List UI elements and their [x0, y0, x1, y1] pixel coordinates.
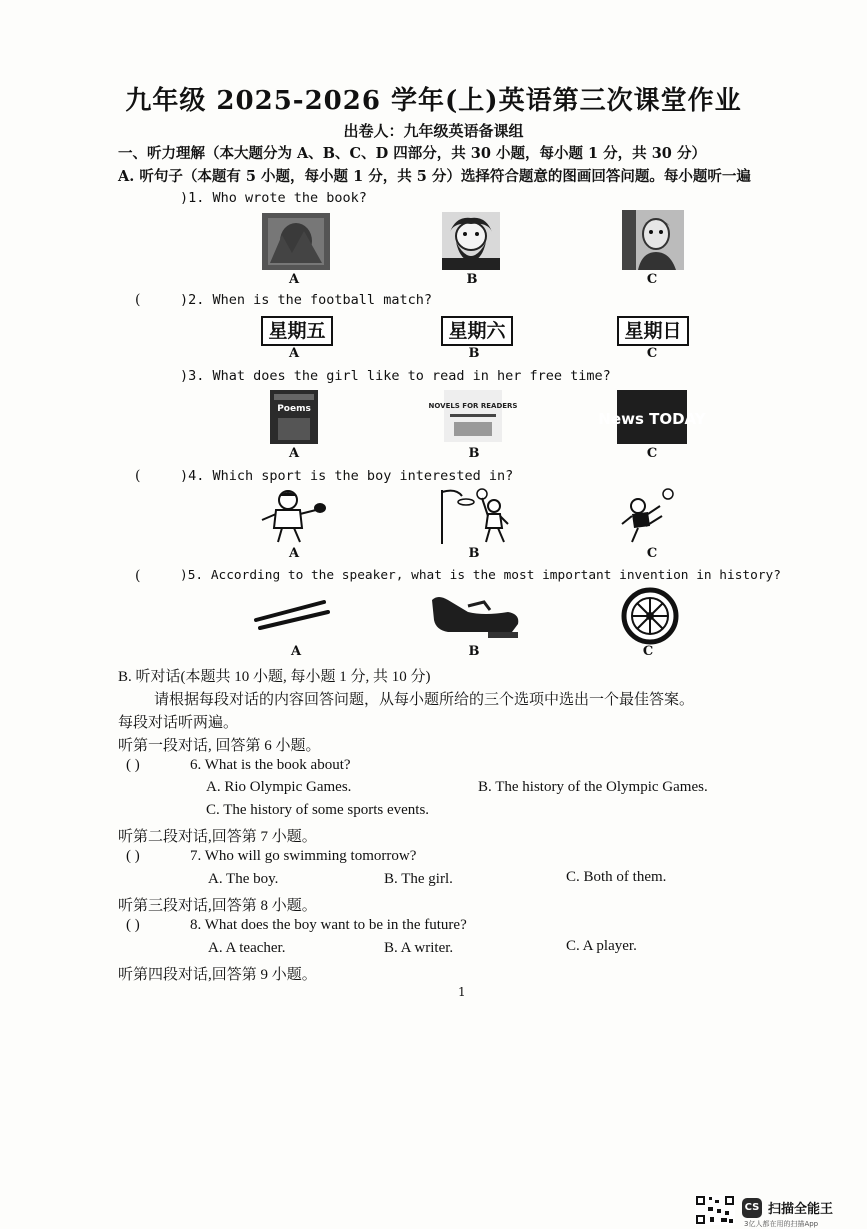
option-label: A [288, 446, 300, 461]
dialog-intro: 听第四段对话,回答第 9 小题。 [118, 967, 317, 983]
portrait-bearded-man-picture [442, 212, 500, 270]
dialog-intro: 听第二段对话,回答第 7 小题。 [118, 829, 317, 845]
option-a: A. The boy. [208, 871, 279, 887]
page-number: 1 [458, 985, 466, 999]
section-1-title: 一、听力理解（本大题分为 A、B、C、D 四部分，共 30 小题，每小题 1 分，共 30 分） [118, 145, 706, 162]
question-5: )5. According to the speaker, what is the most important invention in history? [180, 568, 781, 583]
wheel-picture [616, 588, 684, 644]
option-label: A [290, 644, 302, 659]
option-label: B [466, 272, 478, 287]
option-a: A. A teacher. [208, 940, 286, 956]
option-c: C. A player. [566, 938, 637, 954]
book-cover-picture [262, 213, 330, 270]
option-label: C [646, 446, 658, 461]
option-label: A [288, 346, 300, 361]
question-4: )4. Which sport is the boy interested in? [180, 468, 514, 484]
option-label: A [288, 546, 300, 561]
poems-book-picture [270, 390, 318, 444]
dialog-intro: 听第一段对话, 回答第 6 小题。 [118, 738, 321, 754]
newspaper-picture [598, 390, 706, 444]
option-b: B. A writer. [384, 940, 454, 956]
question-2: )2. When is the football match? [180, 292, 432, 308]
option-c: C. Both of them. [566, 869, 667, 885]
qr-code-icon [695, 1195, 735, 1225]
table-tennis-boy-picture [258, 488, 328, 544]
answer-paren: ( [135, 568, 141, 584]
option-label: B [468, 546, 480, 561]
option-label: B [468, 346, 480, 361]
option-label: C [646, 346, 658, 361]
novels-book-picture [428, 390, 518, 442]
question-1: )1. Who wrote the book? [180, 190, 367, 206]
option-b: B. The girl. [384, 871, 453, 887]
option-label: C [646, 546, 658, 561]
question-7: 7. Who will go swimming tomorrow? [190, 848, 417, 864]
option-label: B [468, 644, 480, 659]
scanner-app-name: 扫描全能王 [768, 1202, 834, 1217]
page-title: 九年级 2025-2026 学年(上)英语第三次课堂作业 [125, 86, 742, 116]
part-b-instruction-2: 每段对话听两遍。 [118, 715, 239, 731]
part-b-instruction: 请根据每段对话的内容回答问题，从每小题所给的三个选项中选出一个最佳答案。 [154, 692, 695, 708]
shoe-picture [428, 592, 522, 642]
option-b: B. The history of the Olympic Games. [478, 779, 708, 795]
dialog-intro: 听第三段对话,回答第 8 小题。 [118, 898, 317, 914]
poems-book-title: Poems [277, 404, 311, 414]
novels-book-title: NOVELS FOR READERS [428, 402, 518, 410]
portrait-man-picture [622, 210, 684, 270]
saturday-box: 星期六 [441, 316, 513, 346]
answer-paren: ( [135, 292, 141, 308]
answer-paren: ( ) [126, 848, 140, 864]
newspaper-title: News TODAY [598, 410, 706, 428]
question-8: 8. What does the boy want to be in the future? [190, 917, 467, 933]
answer-paren: ( [135, 468, 141, 484]
option-label: C [646, 272, 658, 287]
option-label: C [642, 644, 654, 659]
part-a-title: A. 听句子（本题有 5 小题，每小题 1 分，共 5 分）选择符合题意的图画回答问题。每小题听一遍 [118, 168, 751, 185]
friday-box: 星期五 [261, 316, 333, 346]
question-6: 6. What is the book about? [190, 757, 351, 773]
question-3: )3. What does the girl like to read in her free time? [180, 368, 611, 384]
basketball-boy-picture [438, 486, 514, 546]
answer-paren: ( ) [126, 757, 140, 773]
option-a: A. Rio Olympic Games. [206, 779, 352, 795]
scanner-logo-icon: CS [742, 1198, 762, 1218]
option-c: C. The history of some sports events. [206, 802, 430, 818]
answer-paren: ( ) [126, 917, 140, 933]
option-label: B [468, 446, 480, 461]
chopsticks-picture [252, 598, 332, 632]
part-b-title: B. 听对话(本题共 10 小题, 每小题 1 分, 共 10 分) [118, 669, 431, 685]
scanner-app-tagline: 3亿人都在用的扫描App [744, 1220, 819, 1228]
sunday-box: 星期日 [617, 316, 689, 346]
author-line: 出卷人：九年级英语备课组 [343, 122, 524, 140]
football-boy-picture [620, 486, 676, 546]
option-label: A [288, 272, 300, 287]
